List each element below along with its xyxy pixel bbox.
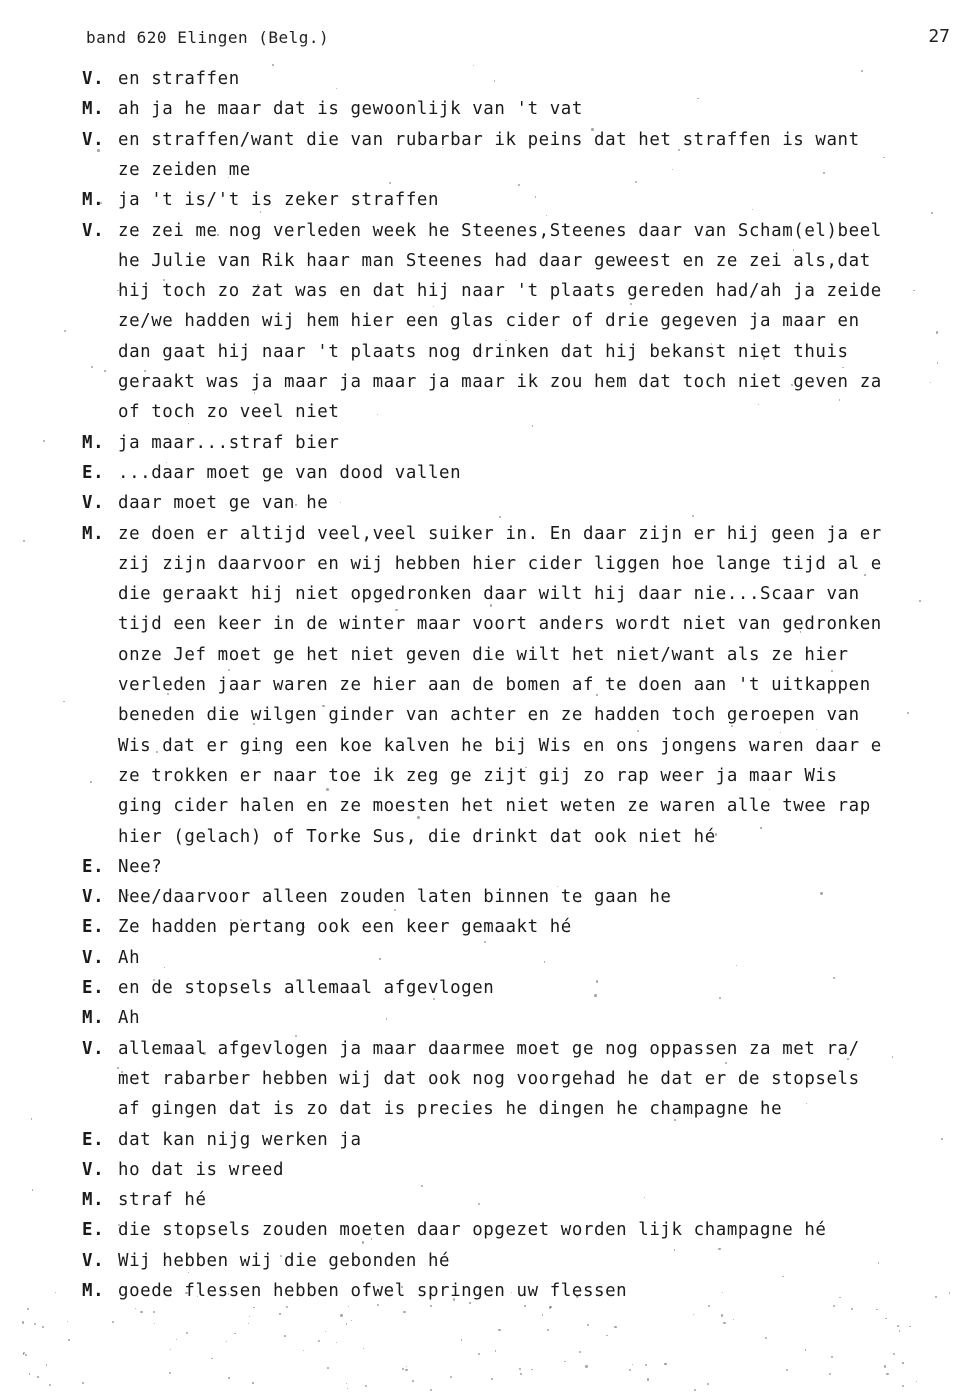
speckle-dot <box>525 767 526 768</box>
transcript-line <box>0 306 966 336</box>
speckle-dot <box>32 1189 33 1190</box>
speckle-dot <box>664 1363 666 1365</box>
utterance-text: daar moet ge van he <box>118 493 329 514</box>
utterance-text: dan gaat hij naar 't plaats nog drinken dat hij bekanst niet thuis <box>118 341 849 362</box>
transcript-line <box>0 216 966 246</box>
speckle-dot <box>176 1339 177 1340</box>
speckle-dot <box>406 1366 408 1368</box>
speckle-dot <box>524 1305 526 1307</box>
speckle-dot <box>169 1372 171 1374</box>
speckle-dot <box>249 1316 250 1317</box>
utterance-text: ah ja he maar dat is gewoonlijk van 't vat <box>118 99 583 120</box>
utterance-text: Ah <box>118 1008 141 1029</box>
speckle-dot <box>494 80 495 81</box>
speaker-label: V. <box>82 1038 105 1059</box>
speckle-dot <box>518 184 520 186</box>
speckle-dot <box>596 694 597 695</box>
transcript-line <box>0 852 966 882</box>
speckle-dot <box>46 1364 48 1366</box>
speckle-dot <box>864 574 865 575</box>
utterance-text: en straffen <box>118 69 240 89</box>
speckle-dot <box>647 1378 649 1380</box>
speckle-dot <box>336 1342 337 1343</box>
speckle-dot <box>198 1264 200 1266</box>
speckle-dot <box>892 1056 893 1057</box>
speaker-label: V. <box>82 69 105 89</box>
speckle-dot <box>531 1369 533 1371</box>
transcript-line <box>0 761 966 791</box>
speckle-dot <box>606 1335 608 1337</box>
speckle-dot <box>519 1368 521 1370</box>
speckle-dot <box>637 730 639 732</box>
utterance-text: Nee? <box>118 856 163 877</box>
speckle-dot <box>587 1324 590 1327</box>
speckle-dot <box>347 1388 348 1389</box>
speckle-dot <box>252 1382 254 1384</box>
speckle-dot <box>97 149 100 152</box>
speckle-dot <box>899 1330 900 1331</box>
transcript-line <box>0 428 966 458</box>
speckle-dot <box>430 1305 432 1307</box>
speckle-dot <box>897 1325 899 1327</box>
speckle-dot <box>23 1352 25 1354</box>
speckle-dot <box>715 833 717 835</box>
speckle-dot <box>936 331 938 333</box>
speckle-dot <box>550 1306 552 1308</box>
speckle-dot <box>121 1071 123 1073</box>
speaker-label: E. <box>82 978 105 998</box>
speckle-dot <box>949 1292 950 1293</box>
transcript-line <box>0 912 966 942</box>
speckle-dot <box>722 1292 723 1293</box>
speckle-dot <box>49 1384 51 1386</box>
transcript-line <box>0 1094 966 1124</box>
speckle-dot <box>203 1052 205 1054</box>
speaker-label: V. <box>82 220 105 241</box>
transcript-line <box>0 1215 966 1245</box>
speckle-dot <box>591 128 593 130</box>
transcript-line <box>0 791 966 821</box>
speckle-dot <box>498 1329 501 1332</box>
utterance-text: ze zeiden me <box>118 159 251 180</box>
speckle-dot <box>557 886 558 887</box>
utterance-text: Nee/daarvoor alleen zouden laten binnen te gaan he <box>118 887 672 908</box>
speaker-label: V. <box>82 887 105 908</box>
speaker-label: V. <box>82 129 105 150</box>
speckle-dot <box>417 816 420 819</box>
transcript-line <box>0 94 966 124</box>
speckle-dot <box>322 705 325 708</box>
transcript-line <box>0 670 966 700</box>
speckle-dot <box>576 1296 577 1297</box>
speckle-dot <box>839 399 841 401</box>
speckle-dot <box>614 1326 616 1328</box>
speckle-dot <box>211 1358 212 1359</box>
speckle-dot <box>902 1385 904 1387</box>
utterance-text: af gingen dat is zo dat is precies he dingen he champagne he <box>118 1099 783 1120</box>
speckle-dot <box>564 1361 565 1362</box>
transcript-line <box>0 882 966 912</box>
speckle-dot <box>82 1382 84 1384</box>
utterance-text: allemaal afgevlogen ja maar daarmee moet ge nog oppassen za met ra/ <box>118 1038 860 1059</box>
speckle-dot <box>786 1369 788 1371</box>
speckle-dot <box>140 1311 142 1313</box>
speckle-dot <box>186 1332 188 1334</box>
speaker-label: E. <box>82 856 105 877</box>
speckle-dot <box>43 440 45 442</box>
speaker-label: V. <box>82 947 105 968</box>
transcript-line <box>0 731 966 761</box>
speckle-dot <box>363 1348 364 1349</box>
speckle-dot <box>765 1337 767 1339</box>
speckle-dot <box>389 182 391 184</box>
utterance-text: die geraakt hij niet opgedronken daar wilt hij daar nie...Scaar van <box>118 584 860 605</box>
speckle-dot <box>851 1308 854 1311</box>
utterance-text: hij toch zo zat was en dat hij naar 't plaats gereden had/ah ja zeide <box>118 281 882 302</box>
speckle-dot <box>884 1365 886 1367</box>
speckle-dot <box>309 1232 310 1233</box>
speckle-dot <box>118 1224 121 1227</box>
speckle-dot <box>253 723 255 725</box>
speckle-dot <box>876 1309 878 1311</box>
speckle-dot <box>217 234 218 235</box>
speckle-dot <box>842 367 843 368</box>
utterance-text: met rabarber hebben wij dat ook nog voorgehad he dat er de stopsels <box>118 1068 860 1089</box>
transcript-line <box>0 549 966 579</box>
transcript-line <box>0 1003 966 1033</box>
speckle-dot <box>478 1353 480 1355</box>
speckle-dot <box>433 998 435 1000</box>
speckle-dot <box>135 1308 136 1309</box>
speckle-dot <box>820 892 822 894</box>
transcript-line <box>0 822 966 852</box>
speckle-dot <box>401 1286 403 1288</box>
speckle-dot <box>327 1367 329 1369</box>
speckle-dot <box>490 604 492 606</box>
speckle-dot <box>403 1311 405 1313</box>
transcript-line <box>0 1034 966 1064</box>
utterance-text: onze Jef moet ge het niet geven die wilt het niet/want als ze hier <box>118 644 849 665</box>
transcript-line <box>0 458 966 488</box>
utterance-text: ze/we hadden wij hem hier een glas cider of drie gegeven ja maar en <box>118 311 860 332</box>
speckle-dot <box>833 977 835 979</box>
speckle-dot <box>295 504 297 506</box>
speckle-dot <box>351 1320 352 1321</box>
speckle-dot <box>674 1119 676 1121</box>
speckle-dot <box>318 1340 320 1342</box>
speckle-dot <box>430 1389 432 1391</box>
transcript-line <box>0 1125 966 1155</box>
speckle-dot <box>90 781 92 783</box>
speckle-dot <box>585 1365 587 1367</box>
speaker-label: M. <box>82 99 105 120</box>
speckle-dot <box>909 1326 910 1327</box>
utterance-text: geraakt was ja maar ja maar ja maar ik zou hem dat toch niet geven za <box>118 372 882 392</box>
transcript-line <box>0 519 966 549</box>
speckle-dot <box>257 284 259 286</box>
page-number: 27 <box>928 26 950 47</box>
speckle-dot <box>37 1376 39 1378</box>
speckle-dot <box>579 1351 581 1353</box>
speckle-dot <box>629 1369 631 1371</box>
speckle-dot <box>25 1354 28 1357</box>
transcript-line <box>0 1064 966 1094</box>
speckle-dot <box>692 515 694 517</box>
utterance-text: goede flessen hebben ofwel springen uw flessen <box>118 1281 628 1301</box>
speckle-dot <box>346 1323 347 1324</box>
speckle-dot <box>308 142 309 143</box>
speckle-dot <box>234 1333 236 1335</box>
speckle-dot <box>635 181 637 183</box>
speckle-dot <box>561 773 562 774</box>
speckle-dot <box>707 1383 709 1385</box>
speckle-dot <box>379 958 380 959</box>
speckle-dot <box>29 1373 31 1375</box>
speckle-dot <box>272 64 274 66</box>
speaker-label: E. <box>82 917 105 938</box>
utterance-text: ze doen er altijd veel,veel suiker in. En daar zijn er hij geen ja er <box>118 523 882 544</box>
transcript-line <box>0 125 966 155</box>
speckle-dot <box>542 1314 544 1316</box>
speckle-dot <box>226 1341 227 1342</box>
speckle-dot <box>886 1373 888 1375</box>
speckle-dot <box>937 362 938 363</box>
utterance-text: ja maar...straf bier <box>118 432 340 453</box>
speckle-dot <box>491 1378 493 1380</box>
transcript-line <box>0 488 966 518</box>
utterance-text: ze zei me nog verleden week he Steenes,Steenes daar van Scham(el)beel <box>118 220 882 241</box>
speckle-dot <box>302 926 305 929</box>
speckle-dot <box>185 1292 188 1295</box>
utterance-text: ging cider halen en ze moesten het niet weten ze waren alle twee rap <box>118 796 871 817</box>
speckle-dot <box>941 1138 943 1140</box>
speaker-label: M. <box>82 523 105 544</box>
speckle-dot <box>34 1323 36 1325</box>
speckle-dot <box>326 788 329 791</box>
transcript-line <box>0 1185 966 1215</box>
utterance-text: en straffen/want die van rubarbar ik peins dat het straffen is want <box>118 129 860 150</box>
speckle-dot <box>721 1314 723 1316</box>
speckle-dot <box>284 1335 286 1337</box>
speckle-dot <box>112 1321 114 1323</box>
speckle-dot <box>228 1377 230 1379</box>
utterance-text: ja 't is/'t is zeker straffen <box>118 190 440 211</box>
speckle-dot <box>697 98 698 99</box>
speckle-dot <box>325 1331 326 1332</box>
speckle-dot <box>823 172 825 174</box>
speaker-label: M. <box>82 1281 105 1301</box>
speckle-dot <box>478 1203 480 1205</box>
transcript-line <box>0 640 966 670</box>
speckle-dot <box>348 1306 349 1307</box>
speckle-dot <box>705 234 707 236</box>
speaker-label: V. <box>82 1250 105 1271</box>
speckle-dot <box>694 1389 696 1391</box>
utterance-text: he Julie van Rik haar man Steenes had daar geweest en ze zei als,dat <box>118 250 871 271</box>
utterance-text: zij zijn daarvoor en wij hebben hier cider liggen hoe lange tijd al e <box>118 553 882 574</box>
speckle-dot <box>303 1350 304 1351</box>
speckle-dot <box>594 994 597 997</box>
transcript-line <box>0 64 966 94</box>
speckle-dot <box>67 1321 68 1322</box>
speckle-dot <box>286 1306 289 1309</box>
transcript-line <box>0 609 966 639</box>
utterance-text: tijd een keer in de winter maar voort anders wordt niet van gedronken <box>118 614 882 635</box>
speckle-dot <box>127 894 129 896</box>
speckle-dot <box>442 147 443 148</box>
transcript-line <box>0 246 966 276</box>
utterance-text: ze trokken er naar toe ik zeg ge zijt gij zo rap weer ja maar Wis <box>118 765 838 786</box>
speckle-dot <box>279 1313 281 1315</box>
speckle-dot <box>295 1035 297 1037</box>
speckle-dot <box>733 1319 734 1320</box>
speckle-dot <box>645 1364 647 1366</box>
speckle-dot <box>42 1326 44 1328</box>
transcript-line <box>0 1155 966 1185</box>
utterance-text: dat kan nijg werken ja <box>118 1129 362 1150</box>
speckle-dot <box>412 1380 414 1382</box>
speckle-dot <box>394 909 396 911</box>
speckle-dot <box>153 1311 155 1313</box>
utterance-text: en de stopsels allemaal afgevlogen <box>118 978 495 998</box>
speckle-dot <box>405 1369 407 1371</box>
speckle-dot <box>280 1255 282 1257</box>
speckle-dot <box>240 231 241 232</box>
speckle-dot <box>346 1383 348 1385</box>
speaker-label: V. <box>82 493 105 514</box>
speckle-dot <box>395 609 397 611</box>
speckle-dot <box>806 1103 807 1104</box>
utterance-text: of toch zo veel niet <box>118 402 340 423</box>
speckle-dot <box>805 1349 807 1351</box>
utterance-text: Wij hebben wij die gebonden hé <box>118 1250 451 1271</box>
speaker-label: M. <box>82 1008 105 1029</box>
speckle-dot <box>473 65 474 66</box>
speckle-dot <box>916 1381 917 1382</box>
speckle-dot <box>402 1368 404 1370</box>
speckle-dot <box>758 404 759 405</box>
transcript-line <box>0 973 966 1003</box>
speaker-label: M. <box>82 1190 105 1211</box>
transcript-line <box>0 943 966 973</box>
tape-reference: band 620 Elingen (Belg.) <box>86 28 330 47</box>
speckle-dot <box>931 212 933 214</box>
speckle-dot <box>469 1302 470 1303</box>
speckle-dot <box>760 827 761 828</box>
speckle-dot <box>547 1329 549 1331</box>
speckle-dot <box>902 1362 903 1363</box>
speckle-dot <box>711 343 712 344</box>
speckle-dot <box>365 1385 367 1387</box>
utterance-text: verleden jaar waren ze hier aan de bomen af te doen aan 't uitkappen <box>118 675 871 695</box>
transcript-line <box>0 579 966 609</box>
speckle-dot <box>156 751 158 753</box>
speckle-dot <box>693 1314 694 1315</box>
speckle-dot <box>885 1318 886 1319</box>
speckle-dot <box>453 1298 455 1300</box>
speckle-dot <box>228 1293 230 1295</box>
speaker-label: V. <box>82 1159 105 1180</box>
speckle-dot <box>461 1339 462 1340</box>
transcript-line <box>0 337 966 367</box>
speckle-dot <box>718 1248 720 1250</box>
speckle-dot <box>68 1339 70 1341</box>
speckle-dot <box>104 370 106 372</box>
speaker-label: E. <box>82 1220 105 1241</box>
speaker-label: M. <box>82 190 105 211</box>
utterance-text: ...daar moet ge van dood vallen <box>118 462 462 483</box>
utterance-text: ho dat is wreed <box>118 1159 285 1180</box>
speckle-dot <box>164 967 165 968</box>
utterance-text: Ah <box>118 947 141 968</box>
utterance-text: Ze hadden pertang ook een keer gemaakt hé <box>118 917 572 938</box>
speckle-dot <box>723 1322 726 1325</box>
transcript-line <box>0 397 966 427</box>
speckle-dot <box>893 1353 895 1355</box>
utterance-text: beneden die wilgen ginder van achter en ze hadden toch geroepen van <box>118 705 860 726</box>
utterance-text: straf hé <box>118 1190 207 1211</box>
speckle-dot <box>833 1305 835 1307</box>
speckle-dot <box>362 1241 365 1244</box>
utterance-text: die stopsels zouden moeten daar opgezet worden lijk champagne hé <box>118 1220 827 1241</box>
speaker-label: M. <box>82 432 105 453</box>
speaker-label: E. <box>82 1129 105 1150</box>
speckle-dot <box>831 670 833 672</box>
utterance-text: hier (gelach) of Torke Sus, die drinkt dat ook niet hé <box>118 826 716 847</box>
speckle-dot <box>708 1305 710 1307</box>
speckle-dot <box>520 1373 522 1375</box>
speckle-dot <box>495 1350 497 1352</box>
transcript-line <box>0 1246 966 1276</box>
speckle-dot <box>913 290 914 291</box>
speckle-dot <box>253 1307 255 1309</box>
speckle-dot <box>154 1323 155 1324</box>
speckle-dot <box>630 303 632 305</box>
utterance-text: Wis dat er ging een koe kalven he bij Wis en ons jongens waren daar e <box>118 735 882 756</box>
speckle-dot <box>22 1321 25 1324</box>
speckle-dot <box>170 1349 171 1350</box>
speckle-dot <box>340 1314 342 1316</box>
speckle-dot <box>839 1297 840 1298</box>
speckle-dot <box>450 1376 453 1379</box>
transcript-line <box>0 700 966 730</box>
transcript-line <box>0 276 966 306</box>
transcript-line <box>0 185 966 215</box>
speckle-dot <box>831 1356 833 1358</box>
speckle-dot <box>829 1373 831 1375</box>
speckle-dot <box>228 669 230 671</box>
speckle-dot <box>632 1364 633 1365</box>
speaker-label: E. <box>82 462 105 483</box>
speckle-dot <box>27 1308 29 1310</box>
transcript-line <box>0 155 966 185</box>
transcript-line <box>0 1276 966 1306</box>
speckle-dot <box>248 1323 249 1324</box>
